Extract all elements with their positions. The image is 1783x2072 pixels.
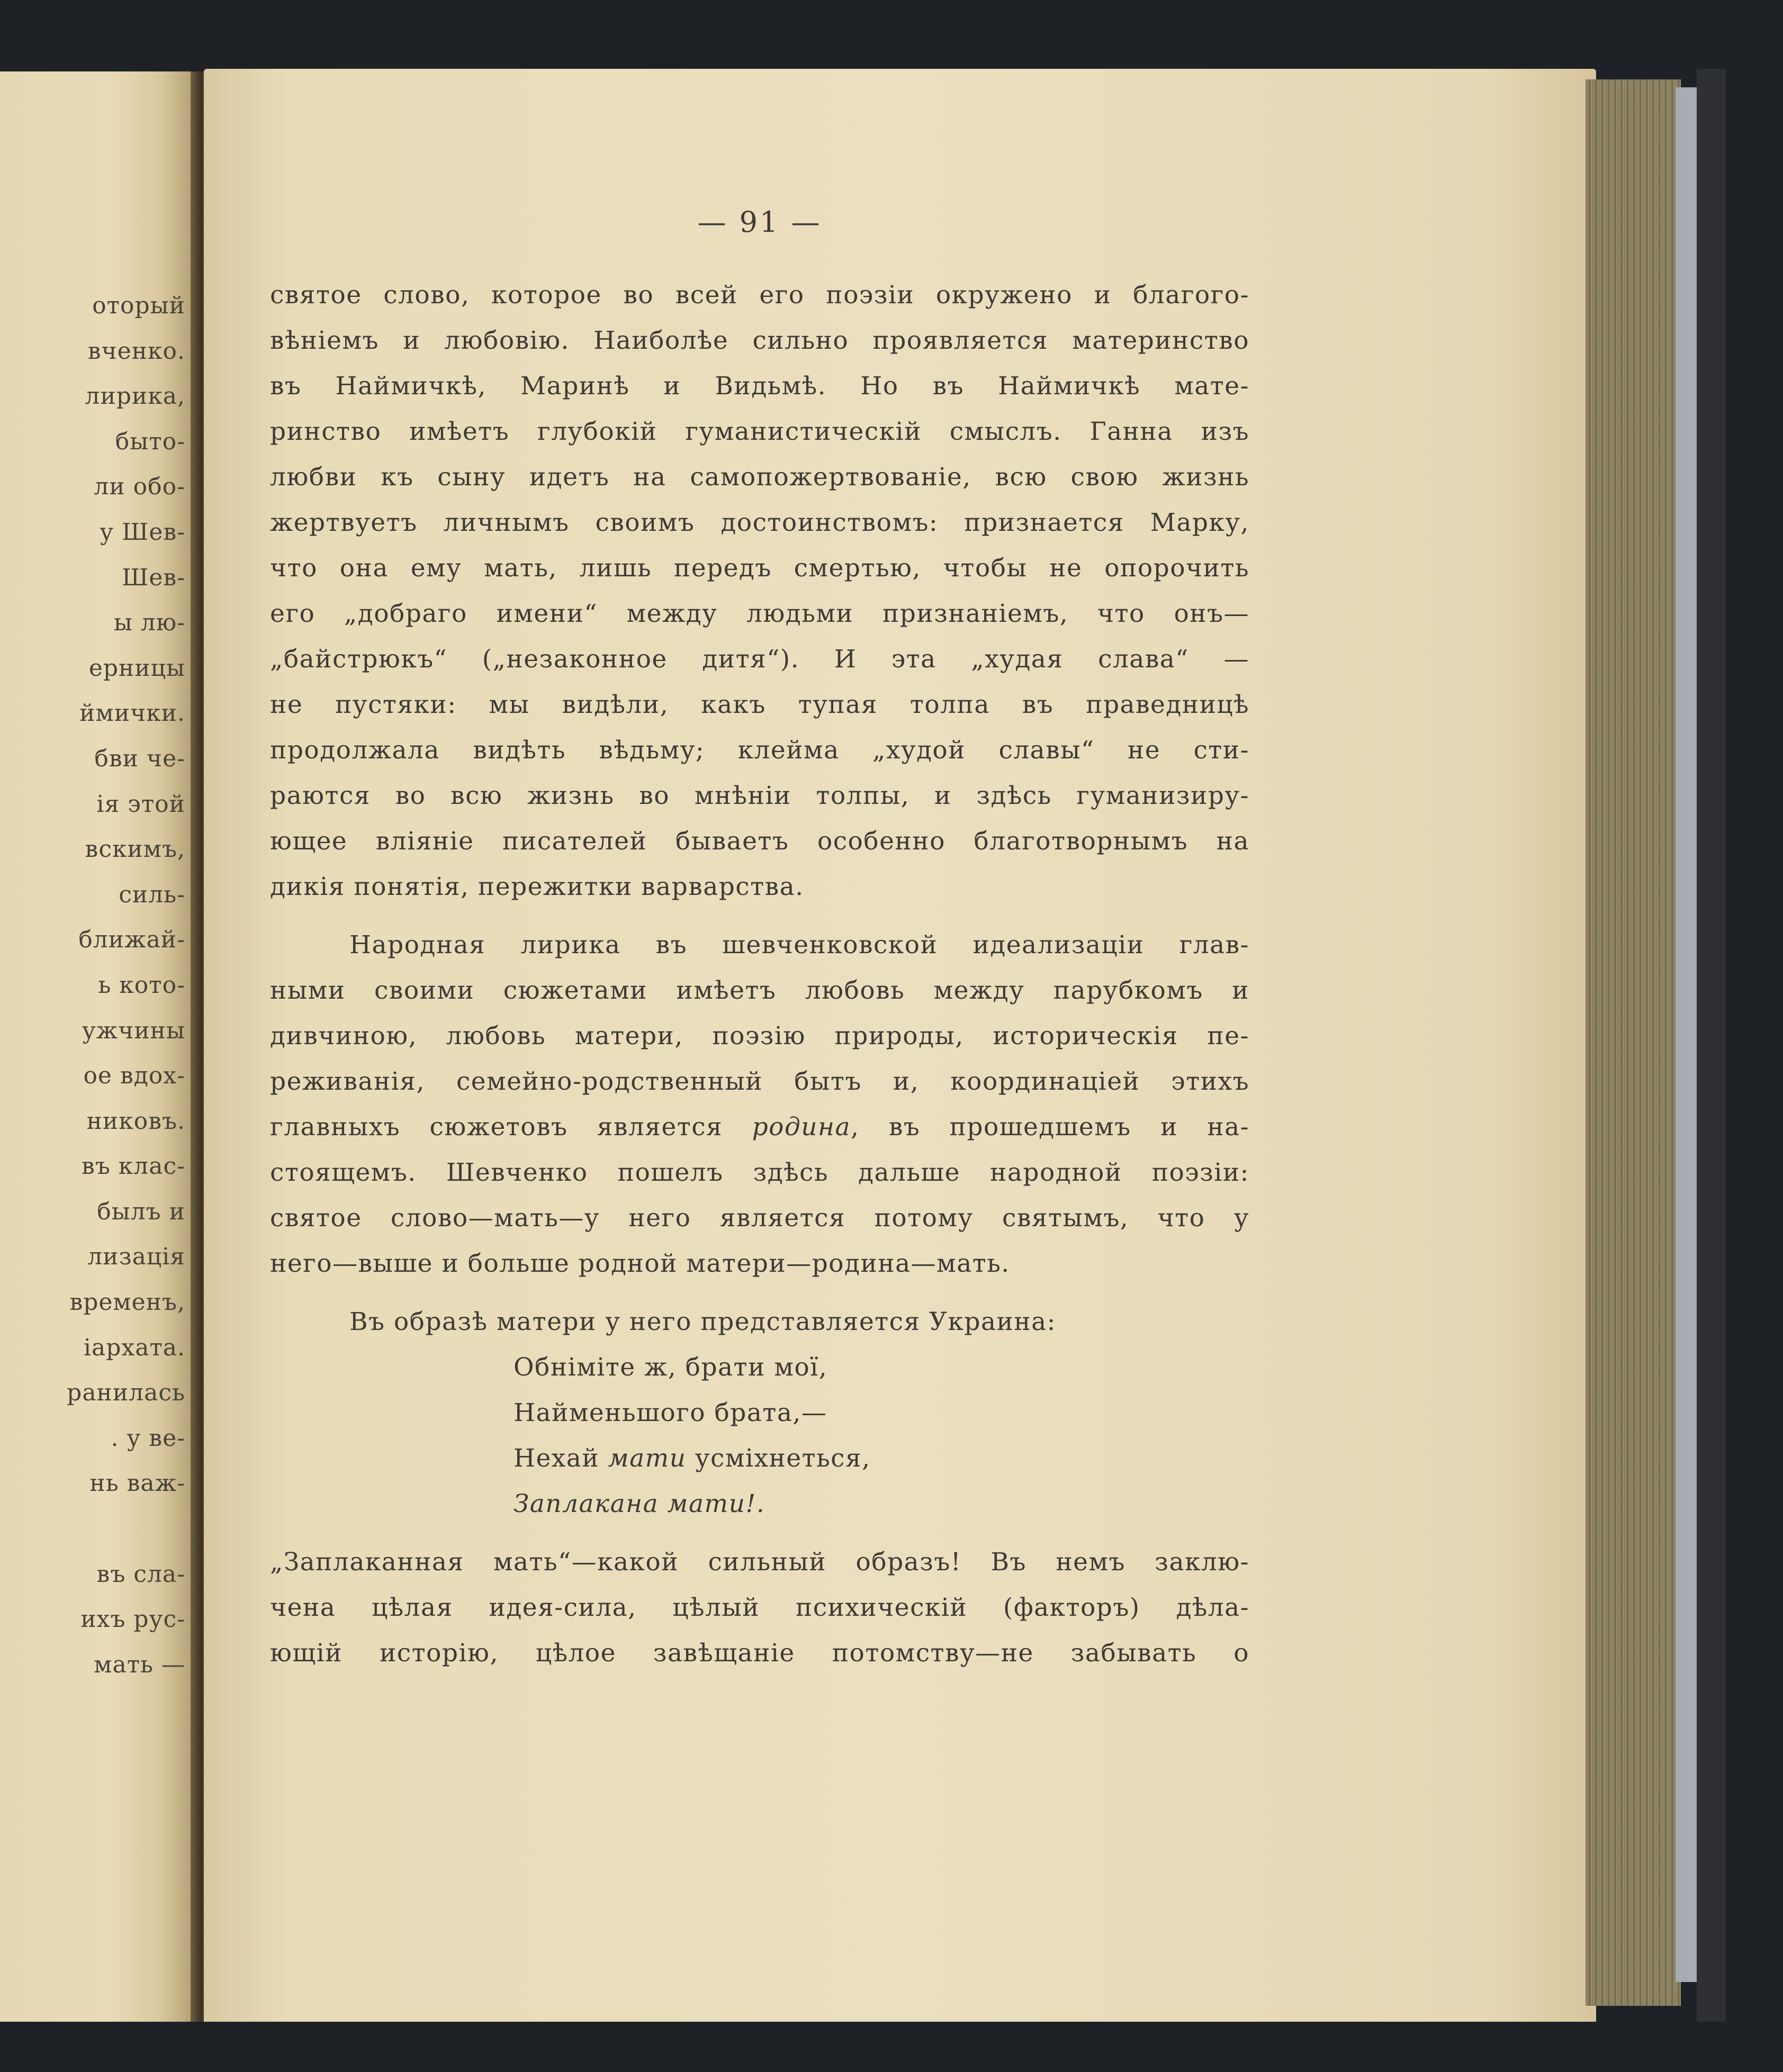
text-line: его „добраго имени“ между людьми признаніемъ, что онъ— (270, 599, 1249, 628)
left-fragment: ое вдох- (83, 1062, 185, 1090)
left-fragment: нь важ- (89, 1470, 185, 1497)
text-line: продолжала видѣть вѣдьму; клейма „худой славы“ не сти- (270, 736, 1249, 765)
verse-line (270, 1436, 1249, 1481)
page-body (270, 198, 1249, 1676)
text-line: „байстрюкъ“ („незаконное дитя“). И эта „худая слава“ — (270, 645, 1249, 674)
left-fragment: лирика, (85, 383, 185, 410)
left-fragment: ранилась (67, 1379, 185, 1407)
paragraph-gap (270, 910, 1249, 922)
left-fragment: ли обо- (94, 473, 185, 501)
text-line: ющее вліяніе писателей бываетъ особенно благотворнымъ на (270, 827, 1249, 856)
left-fragment: у Шев- (100, 518, 185, 546)
text-line: ринство имѣетъ глубокій гуманистическій смыслъ. Ганна изъ (270, 417, 1249, 446)
left-fragment: ерницы (88, 654, 185, 682)
text-line: него—выше и больше родной матери—родина—мать. (270, 1249, 1010, 1278)
left-fragment: ія этой (96, 790, 185, 818)
left-fragment: былъ и (97, 1198, 185, 1225)
left-fragment: ймички. (79, 700, 185, 727)
page-number: — 91 — (697, 205, 822, 239)
text-line: реживанія, семейно-родственный бытъ и, координаціей этихъ (270, 1067, 1249, 1096)
text-line: любви къ сыну идетъ на самопожертвованіе, всю свою жизнь (270, 463, 1249, 492)
text-line: дикія понятія, пережитки варварства. (270, 872, 804, 901)
left-fragment: быто- (115, 428, 185, 455)
left-fragment (0, 1506, 185, 1552)
paragraph-gap (270, 1287, 1249, 1299)
left-fragment: силь- (119, 881, 185, 908)
text-line: вѣніемъ и любовію. Наиболѣе сильно проявляется материнство (270, 326, 1249, 355)
left-page-text (0, 283, 185, 1687)
text-line: стоящемъ. Шевченко пошелъ здѣсь дальше народной поэзіи: (270, 1158, 1249, 1187)
text-line: святое слово, которое во всей его поэзіи окружено и благого- (270, 281, 1249, 310)
text-line: въ Наймичкѣ, Маринѣ и Видьмѣ. Но въ Наймичкѣ мате- (270, 372, 1249, 401)
left-fragment: ближай- (78, 926, 185, 954)
text-line: Народная лирика въ шевченковской идеализаціи глав- (349, 930, 1249, 960)
paragraph-2 (270, 922, 1249, 1287)
text-span: Нехай (514, 1444, 608, 1473)
emphasis-word: родина (752, 1112, 851, 1142)
left-fragment: Шев- (122, 564, 185, 591)
text-line: дивчиною, любовь матери, поэзію природы, историческія пе- (270, 1021, 1249, 1051)
text-span: , въ прошедшемъ и на- (851, 1112, 1249, 1142)
text-line: „Заплаканная мать“—какой сильный образъ! Въ немъ заклю- (270, 1548, 1249, 1577)
left-fragment: іархата. (83, 1334, 185, 1361)
left-fragment: въ клас- (82, 1153, 185, 1180)
left-fragment: вскимъ, (85, 836, 185, 863)
paragraph-3: Въ образѣ матери у него представляется Украина: (349, 1307, 1057, 1336)
left-fragment: ихъ рус- (80, 1606, 185, 1633)
text-line: не пустяки: мы видѣли, какъ тупая толпа въ праведницѣ (270, 690, 1249, 719)
text-line: ющій исторію, цѣлое завѣщаніе потомству—не забывать о (270, 1639, 1249, 1668)
left-fragment: ы лю- (113, 609, 185, 637)
text-line: святое слово—мать—у него является потому святымъ, что у (270, 1204, 1249, 1233)
left-fragment: ь кото- (98, 971, 185, 999)
cover-edge (1697, 69, 1726, 2022)
left-fragment: оторый (92, 292, 185, 319)
text-line: жертвуетъ личнымъ своимъ достоинствомъ: признается Марку, (270, 508, 1249, 537)
left-fragment: . у ве- (111, 1424, 185, 1452)
text-line: ными своими сюжетами имѣетъ любовь между парубкомъ и (270, 976, 1249, 1005)
left-page (0, 71, 201, 2022)
left-fragment: въ сла- (96, 1560, 185, 1588)
cover-board (1676, 87, 1699, 1982)
paragraph-1 (270, 273, 1249, 910)
text-line-with-emphasis (270, 1105, 1249, 1150)
page-edges (1586, 79, 1681, 2006)
left-fragment: временъ, (69, 1289, 185, 1316)
text-span: усміхнеться, (686, 1444, 871, 1473)
left-fragment: ужчины (82, 1017, 185, 1044)
verse-line: Найменьшого брата,— (514, 1398, 827, 1427)
left-fragment: мать — (94, 1651, 185, 1678)
left-fragment: никовъ. (86, 1107, 185, 1135)
text-line: раются во всю жизнь во мнѣніи толпы, и здѣсь гуманизиру- (270, 781, 1249, 810)
text-line: что она ему мать, лишь передъ смертью, чтобы не опорочить (270, 554, 1249, 583)
text-line: чена цѣлая идея-сила, цѣлый психическій (факторъ) дѣла- (270, 1593, 1249, 1622)
left-fragment: лизація (87, 1243, 185, 1271)
verse-line: Обніміте ж, брати мої, (514, 1353, 828, 1382)
left-fragment: бви че- (94, 745, 185, 772)
verse-line: Заплакана мати!. (514, 1489, 766, 1518)
verse-block (270, 1345, 1249, 1527)
paragraph-4 (270, 1540, 1249, 1676)
text-span: главныхъ сюжетовъ является (270, 1112, 752, 1142)
emphasis-word: мати (608, 1444, 687, 1473)
left-fragment: вченко. (87, 337, 185, 365)
paragraph-gap (270, 1527, 1249, 1540)
